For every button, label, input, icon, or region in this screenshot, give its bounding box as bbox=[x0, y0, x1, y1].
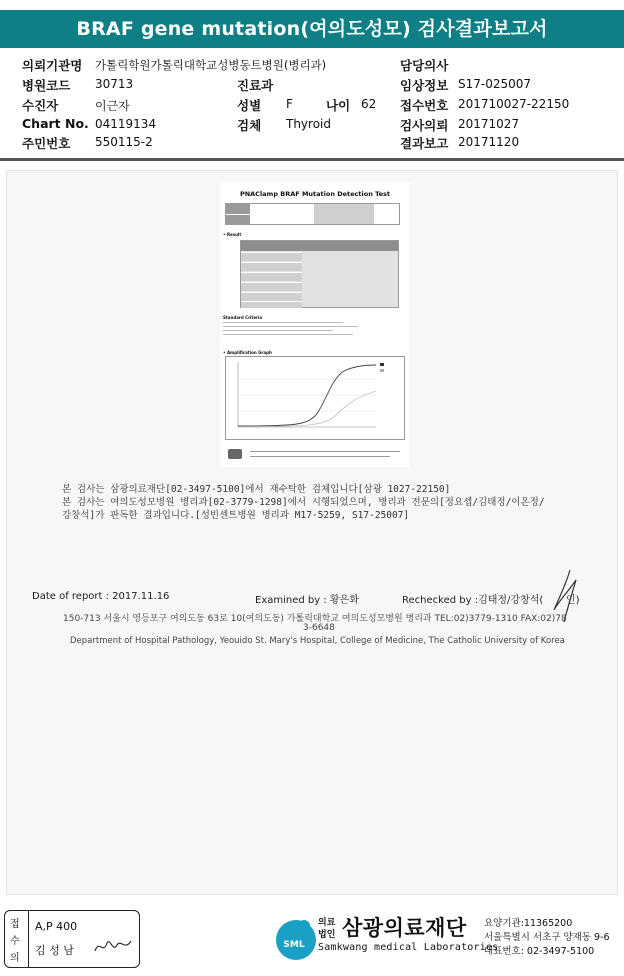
amplification-curve bbox=[226, 357, 404, 439]
clinical-info-label: 임상정보 bbox=[400, 78, 449, 93]
institution-code: 요양기관:11365200 bbox=[484, 918, 573, 929]
institution-label: 의뢰기관명 bbox=[22, 58, 83, 73]
seal-mark: 인) bbox=[566, 595, 580, 606]
logo-text: SML bbox=[283, 940, 305, 950]
receipt-stamp-side bbox=[5, 911, 29, 967]
examined-by: Examined by : 황은화 bbox=[255, 595, 359, 606]
brand-name-kr: 삼광의료재단 bbox=[342, 916, 467, 940]
side-char-2: 수 bbox=[10, 936, 20, 947]
report-title: BRAF gene mutation(여의도성모) 검사결과보고서 bbox=[0, 10, 624, 48]
lab-address: 서울특별시 서초구 양재동 9-6 bbox=[484, 932, 610, 943]
embedded-sample-table bbox=[225, 203, 400, 225]
note-line-3: 강창석]가 판독한 결과입니다.[성빈센트병원 병리과 M17-5259, S17-25007] bbox=[62, 510, 410, 521]
amplification-graph bbox=[225, 356, 405, 440]
specimen-label: 검체 bbox=[237, 118, 262, 133]
sex-value: F bbox=[286, 97, 293, 111]
chart-no-value: 04119134 bbox=[95, 117, 157, 131]
institution-value: 가톨릭학원가톨릭대학교성병동트병원(병리과) bbox=[95, 58, 327, 72]
department-label: 진료과 bbox=[237, 78, 274, 93]
receipt-name: 김 성 남 bbox=[35, 944, 74, 957]
receipt-stamp-box bbox=[4, 910, 140, 968]
date-of-report: Date of report : 2017.11.16 bbox=[32, 591, 170, 602]
hospital-code-label: 병원코드 bbox=[22, 78, 71, 93]
side-char-1: 접 bbox=[10, 919, 20, 930]
department-line: Department of Hospital Pathology, Yeouido St. Mary's Hospital, College of Medicine, The Catholic University of Korea bbox=[70, 636, 565, 646]
age-value: 62 bbox=[361, 97, 377, 111]
chart-no-label: Chart No. bbox=[22, 116, 89, 131]
clinical-info-value: S17-025007 bbox=[458, 77, 532, 91]
resident-no-label: 주민번호 bbox=[22, 136, 71, 151]
embedded-report-title: PNAClamp BRAF Mutation Detection Test bbox=[239, 190, 391, 198]
corp-line-2: 법인 bbox=[318, 930, 336, 940]
receipt-no-value: 201710027-22150 bbox=[458, 97, 570, 111]
side-char-3: 의 bbox=[10, 953, 20, 964]
age-label: 나이 bbox=[326, 98, 351, 113]
patient-value: 이근자 bbox=[95, 99, 130, 113]
lab-phone: 대표번호: 02-3497-5100 bbox=[484, 946, 595, 957]
patient-label: 수진자 bbox=[22, 98, 59, 113]
note-line-1: 본 검사는 삼광의료재단[02-3497-5100]에서 재수탁한 검체입니다[삼광 1027-22150] bbox=[62, 484, 451, 495]
embedded-result-heading: • Result bbox=[223, 232, 242, 237]
rechecked-by: Rechecked by :김태정/강창석( bbox=[402, 595, 544, 606]
doctor-label: 담당의사 bbox=[400, 58, 449, 73]
resident-no-value: 550115-2 bbox=[95, 135, 153, 149]
specimen-value: Thyroid bbox=[286, 117, 331, 131]
patient-info bbox=[0, 52, 624, 154]
brand-name-en: Samkwang medical Laboratories bbox=[318, 942, 499, 953]
sex-label: 성별 bbox=[237, 98, 262, 113]
address-line-1: 150-713 서울시 영등포구 여의도동 63로 10(여의도동) 가톨릭대학교 여의도성모병원 병리과 TEL:02)3779-1310 FAX:02)78 bbox=[63, 614, 567, 624]
request-date-value: 20171027 bbox=[458, 117, 520, 131]
hospital-code-value: 30713 bbox=[95, 77, 134, 91]
note-line-2: 본 검사는 여의도성모병원 병리과[02-3779-1298]에서 시행되었으며, 병리과 전문의[정요셉/김태정/이온정/ bbox=[62, 497, 545, 508]
header-divider bbox=[0, 158, 624, 161]
address-line-2: 3-6648 bbox=[303, 623, 335, 633]
embedded-graph-heading: • Amplification Graph bbox=[223, 350, 272, 355]
corp-line-1: 의료 bbox=[318, 918, 336, 928]
report-date-label: 결과보고 bbox=[400, 136, 449, 151]
handwritten-signature-icon bbox=[91, 933, 135, 959]
sml-logo-icon bbox=[270, 918, 318, 966]
embedded-criteria-heading: Standard Criteria bbox=[223, 315, 263, 320]
receipt-no-label: 접수번호 bbox=[400, 98, 449, 113]
report-date-value: 20171120 bbox=[458, 135, 520, 149]
request-date-label: 검사의뢰 bbox=[400, 118, 449, 133]
embedded-result-table bbox=[240, 240, 399, 308]
receipt-code: A,P 400 bbox=[35, 920, 78, 933]
